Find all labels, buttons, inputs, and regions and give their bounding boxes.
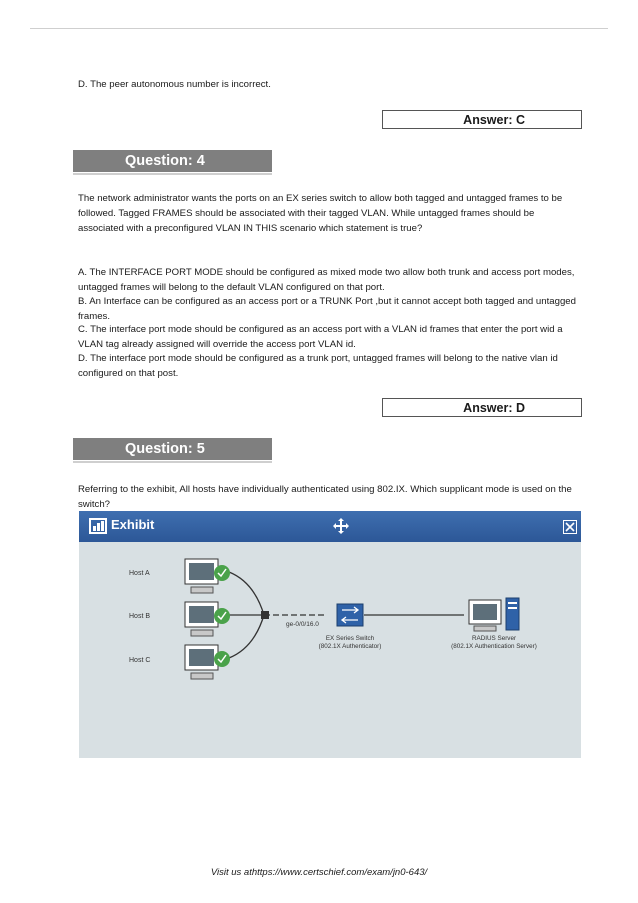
exhibit-image — [79, 511, 581, 758]
host-a-label: Host A — [129, 570, 150, 577]
q3-answer-box: Answer: C — [382, 110, 582, 129]
exhibit-titlebar — [79, 511, 581, 542]
move-icon[interactable] — [333, 518, 349, 534]
ex-switch-icon — [337, 604, 363, 626]
host-b-computer-icon — [185, 602, 218, 636]
page-top-rule — [30, 28, 608, 29]
exhibit-icon — [89, 517, 107, 535]
question-4-heading: Question: 4 — [73, 150, 272, 172]
switch-name: EX Series Switch — [325, 635, 375, 642]
hub-icon — [261, 611, 269, 619]
footer-link[interactable]: Visit us athttps://www.certschief.com/exam/jn0-643/ — [210, 867, 428, 878]
host-a-check-icon — [214, 565, 230, 581]
port-label: ge-0/0/16.0 — [286, 621, 319, 628]
host-c-computer-icon — [185, 645, 218, 679]
host-b-check-icon — [214, 608, 230, 624]
q4-option-c: C. The interface port mode should be configured as an access port with a VLAN id frames that enter the port wid a VLAN tag already assigned will override the access port VLAN id. — [78, 324, 563, 350]
q4-option-d: D. The interface port mode should be configured as a trunk port, untagged frames will belong to the native vlan id configured on that post. — [78, 353, 558, 379]
q5-prompt: Referring to the exhibit, All hosts have individually authenticated using 802.IX. Which supplicant mode is used on the switch? — [78, 484, 572, 510]
server-name: RADIUS Server — [471, 635, 517, 642]
host-c-check-icon — [214, 651, 230, 667]
q4-prompt: The network administrator wants the ports on an EX series switch to allow both tagged and untagged frames to be followed. Tagged FRAMES should be associated with their tagged VLAN. While untagged frames should be associated with a preconfigured VLAN IN THIS scenario which statement is true? — [78, 193, 563, 234]
host-c-label: Host C — [129, 657, 151, 664]
host-a-computer-icon — [185, 559, 218, 593]
network-diagram — [79, 542, 581, 758]
switch-role: (802.1X Authenticator) — [318, 643, 382, 650]
radius-server-icon — [469, 598, 519, 631]
host-b-label: Host B — [129, 613, 151, 620]
question-5-heading: Question: 5 — [73, 438, 272, 460]
q4-option-a: A. The INTERFACE PORT MODE should be configured as mixed mode two allow both trunk and access port modes, untagged frames will belong to the default VLAN configured on that port. — [78, 267, 575, 293]
exhibit-title: Exhibit — [111, 517, 155, 532]
q4-option-b: B. An Interface can be configured as an access port or a TRUNK Port ,but it cannot accept both tagged and untagged frames. — [78, 296, 576, 322]
q4-answer-box: Answer: D — [382, 398, 582, 417]
q3-option-d: D. The peer autonomous number is incorrect. — [78, 79, 271, 90]
server-role: (802.1X Authentication Server) — [451, 643, 537, 650]
close-icon[interactable] — [563, 520, 577, 534]
